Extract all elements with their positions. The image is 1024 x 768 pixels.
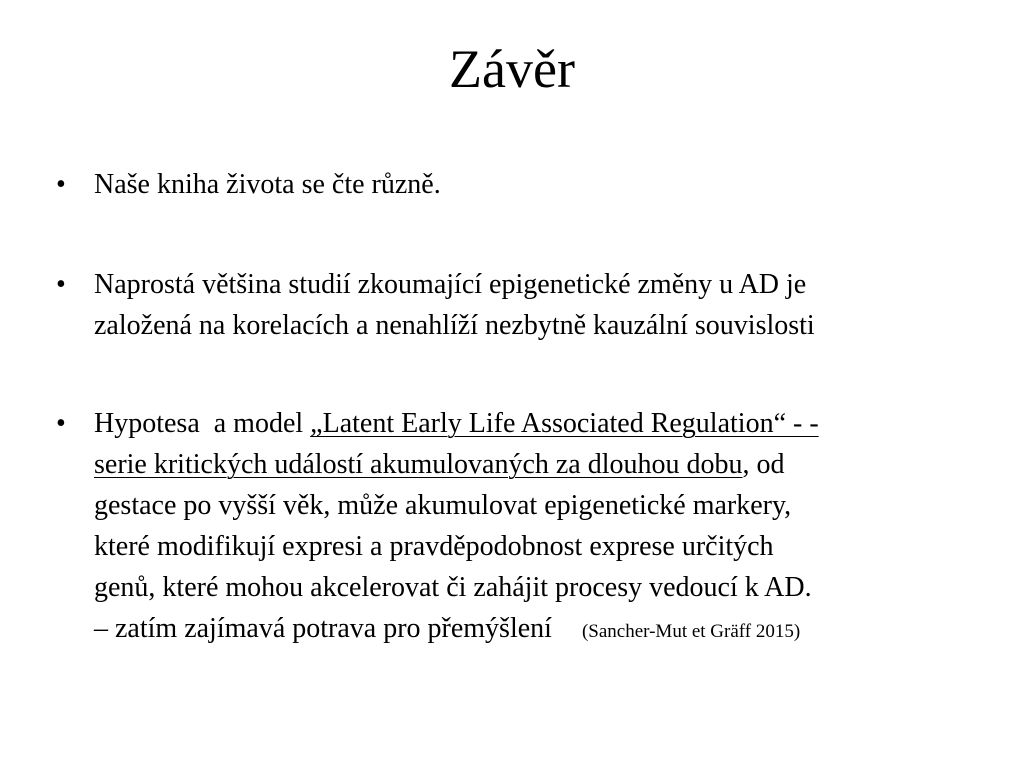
bullet-item: [56, 264, 996, 346]
bullet-dot: •: [56, 269, 66, 300]
bullet-item: [56, 403, 996, 652]
bullet-text: , od: [742, 449, 785, 480]
model-name-link: „Latent Early Life Associated Regulation“ - -: [310, 408, 819, 439]
bullet-item: [56, 164, 996, 205]
model-description: serie kritických událostí akumulovaných za dlouhou dobu: [94, 449, 743, 480]
bullet-text: genů, které mohou akcelerovat či zahájit procesy vedoucí k AD.: [94, 572, 812, 603]
bullet-text: které modifikují expresi a pravděpodobnost exprese určitých: [94, 531, 774, 562]
bullet-text: Hypotesa a model: [94, 408, 311, 439]
slide-title: Závěr: [449, 39, 575, 99]
bullet-dot: •: [56, 408, 66, 439]
citation: (Sancher-Mut et Gräff 2015): [581, 621, 801, 642]
bullet-text: – zatím zajímavá potrava pro přemýšlení: [94, 613, 552, 644]
bullet-text: Naše kniha života se čte různě.: [94, 169, 441, 200]
bullet-dot: •: [56, 169, 66, 200]
bullet-text: založená na korelacích a nenahlíží nezbytně kauzální souvislosti: [94, 310, 815, 341]
bullet-text: Naprostá většina studií zkoumající epigenetické změny u AD je: [94, 269, 807, 300]
bullet-text: gestace po vyšší věk, může akumulovat epigenetické markery,: [94, 490, 792, 521]
